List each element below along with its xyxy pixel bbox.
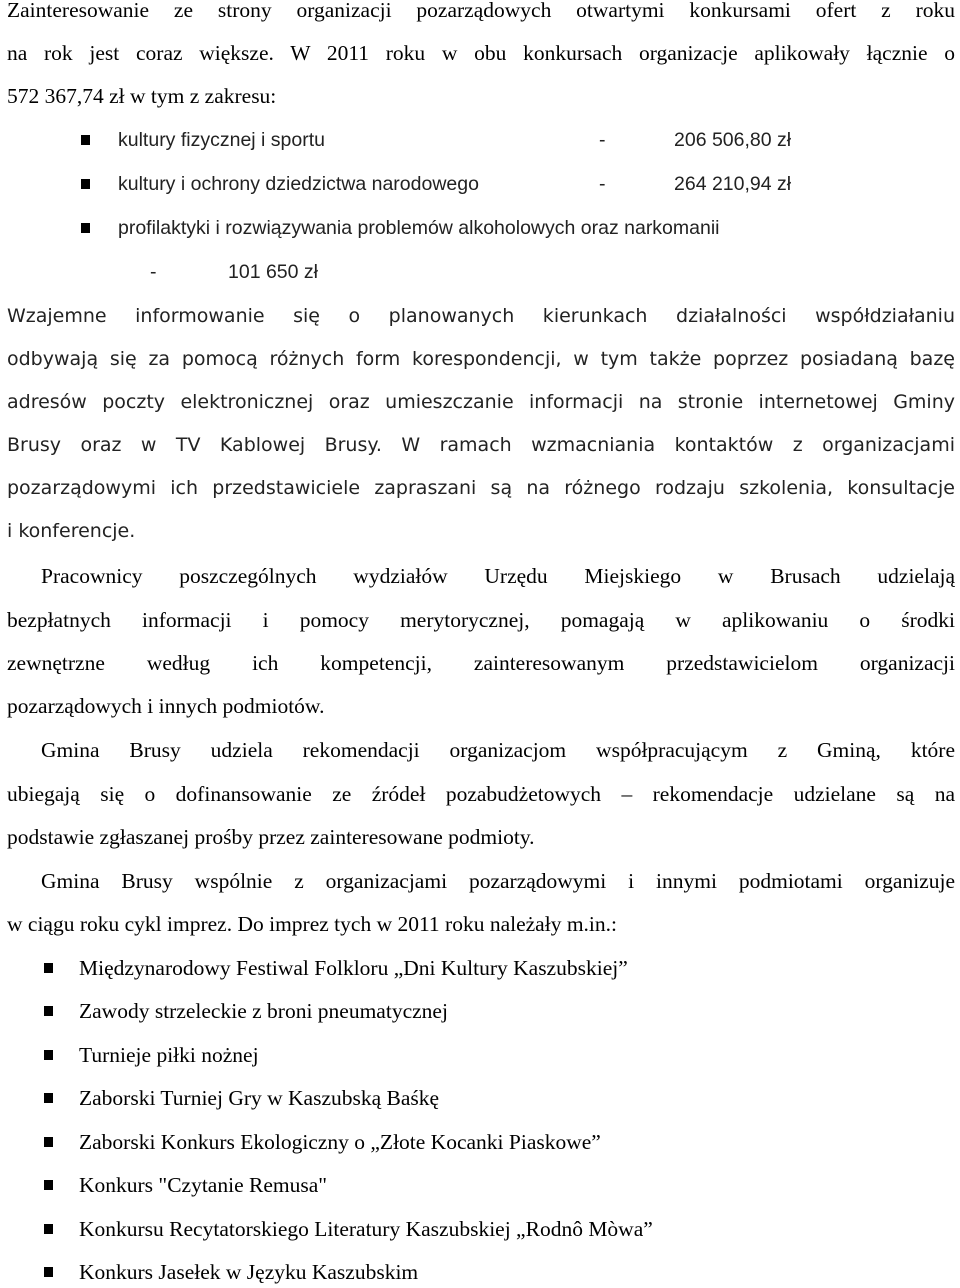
range-label: kultury fizycznej i sportu (118, 129, 325, 151)
range-dash: - (599, 129, 606, 151)
info-line: i konferencje. (7, 520, 136, 542)
square-bullet-icon (44, 1137, 53, 1147)
square-bullet-icon (44, 963, 53, 973)
info-line: pozarządowymi ich przedstawiciele zapraszani są na różnego rodzaju szkolenia, konsultacje (7, 477, 955, 499)
square-bullet-icon (44, 1224, 53, 1234)
range-dash: - (150, 261, 157, 283)
square-bullet-icon (81, 223, 90, 233)
square-bullet-icon (44, 1050, 53, 1060)
event-label: Zaborski Konkurs Ekologiczny o „Złote Kocanki Piaskowe” (79, 1130, 601, 1154)
intro-line-3: 572 367,74 zł w tym z zakresu: (7, 84, 277, 108)
events-line: Gmina Brusy wspólnie z organizacjami pozarządowymi i innymi podmiotami organizuje (41, 869, 955, 893)
event-label: Konkurs Jasełek w Języku Kaszubskim (79, 1260, 419, 1284)
recommend-line: podstawie zgłaszanej prośby przez zainteresowane podmioty. (7, 825, 535, 849)
recommend-line: ubiegają się o dofinansowanie ze źródeł pozabudżetowych – rekomendacje udzielane są na (7, 782, 955, 806)
range-amount: 264 210,94 zł (674, 173, 792, 195)
event-label: Zawody strzeleckie z broni pneumatycznej (79, 999, 448, 1023)
info-line: Brusy oraz w TV Kablowej Brusy. W ramach wzmacniania kontaktów z organizacjami (7, 434, 955, 456)
event-label: Konkursu Recytatorskiego Literatury Kaszubskiej „Rodnô Mòwa” (79, 1217, 653, 1241)
square-bullet-icon (44, 1267, 53, 1277)
event-label: Turnieje piłki nożnej (79, 1043, 259, 1067)
staff-line: Pracownicy poszczególnych wydziałów Urzędu Miejskiego w Brusach udzielają (41, 564, 955, 588)
events-line: w ciągu roku cykl imprez. Do imprez tych w 2011 roku należały m.in.: (7, 912, 617, 936)
square-bullet-icon (44, 1180, 53, 1190)
intro-line-1: Zainteresowanie ze strony organizacji pozarządowych otwartymi konkursami ofert z roku (7, 0, 955, 22)
staff-line: zewnętrzne według ich kompetencji, zainteresowanym przedstawicielom organizacji (7, 651, 955, 675)
intro-line-2: na rok jest coraz większe. W 2011 roku w obu konkursach organizacje aplikowały łącznie o (7, 41, 955, 65)
info-line: odbywają się za pomocą różnych form korespondencji, w tym także poprzez posiadaną bazę (7, 348, 955, 370)
range-dash: - (599, 173, 606, 195)
range-amount: 206 506,80 zł (674, 129, 792, 151)
square-bullet-icon (44, 1006, 53, 1016)
range-label: profilaktyki i rozwiązywania problemów alkoholowych oraz narkomanii (118, 217, 720, 239)
info-line: adresów poczty elektronicznej oraz umieszczanie informacji na stronie internetowej Gminy (7, 391, 955, 413)
recommend-line: Gmina Brusy udziela rekomendacji organizacjom współpracującym z Gminą, które (41, 738, 955, 762)
square-bullet-icon (81, 179, 90, 189)
range-amount: 101 650 zł (228, 261, 318, 283)
info-line: Wzajemne informowanie się o planowanych kierunkach działalności współdziałaniu (7, 305, 955, 327)
event-label: Międzynarodowy Festiwal Folkloru „Dni Kultury Kaszubskiej” (79, 956, 628, 980)
staff-line: pozarządowych i innych podmiotów. (7, 694, 325, 718)
event-label: Konkurs "Czytanie Remusa" (79, 1173, 328, 1197)
range-label: kultury i ochrony dziedzictwa narodowego (118, 173, 479, 195)
square-bullet-icon (44, 1093, 53, 1103)
square-bullet-icon (81, 135, 90, 145)
event-label: Zaborski Turniej Gry w Kaszubską Baśkę (79, 1086, 440, 1110)
staff-line: bezpłatnych informacji i pomocy merytorycznej, pomagają w aplikowaniu o środki (7, 608, 955, 632)
